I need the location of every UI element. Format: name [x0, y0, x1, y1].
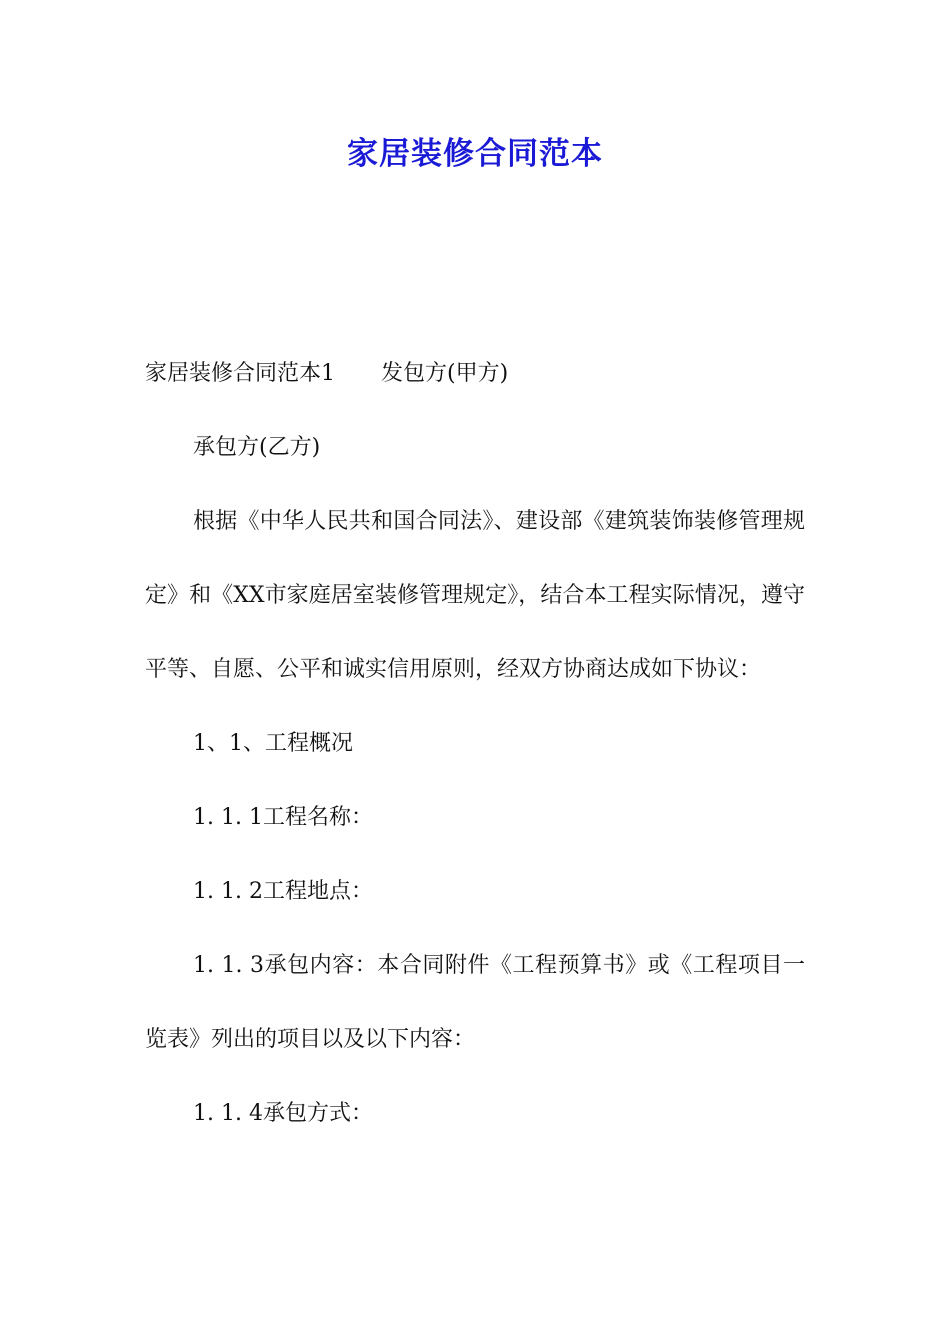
contract-heading: 家居装修合同范本1 — [145, 361, 335, 386]
clause-project-name: 1. 1. 1工程名称： — [193, 805, 373, 830]
contract-heading-line — [145, 337, 805, 411]
document-title: 家居装修合同范本 — [347, 136, 603, 172]
clause-scope: 1. 1. 3承包内容：本合同附件《工程预算书》或《工程项目一览表》列出的项目以及以下内容： — [145, 953, 805, 1052]
party-b-label: 承包方(乙方) — [193, 435, 321, 460]
party-a-label: 发包方(甲方) — [381, 361, 509, 386]
clause-project-location: 1. 1. 2工程地点： — [193, 879, 373, 904]
preamble-paragraph: 根据《中华人民共和国合同法》、建设部《建筑装饰装修管理规定》和《XX市家庭居室装修管理规定》，结合本工程实际情况，遵守平等、自愿、公平和诚实信用原则，经双方协商达成如下协议： — [145, 509, 805, 682]
clause-contract-method: 1. 1. 4承包方式： — [193, 1101, 373, 1126]
section-heading: 1、1、工程概况 — [193, 731, 353, 756]
document-body — [145, 337, 805, 1151]
